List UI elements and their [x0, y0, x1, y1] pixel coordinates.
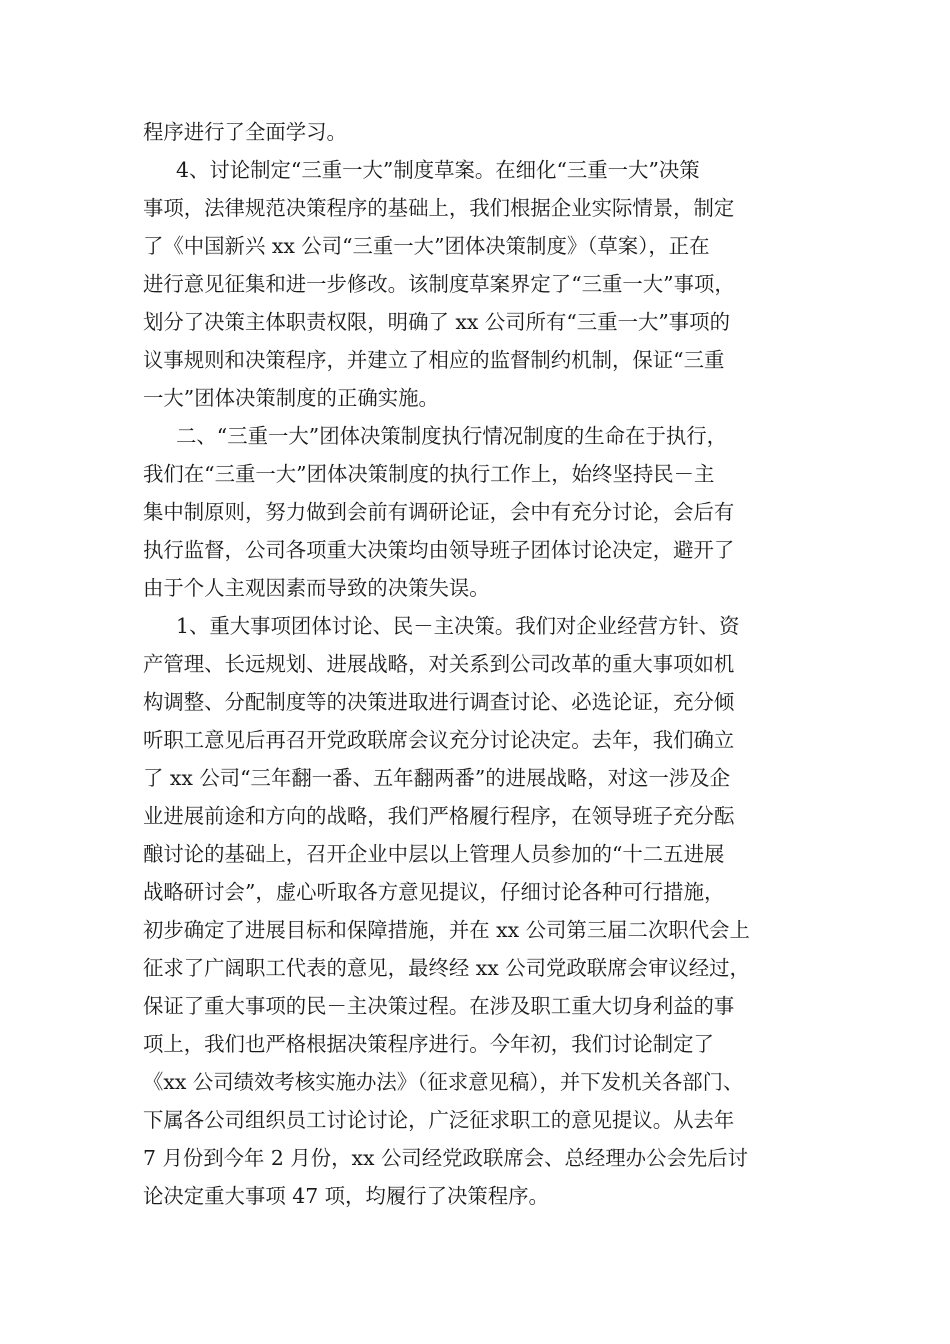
text-line: 由于个人主观因素而导致的决策失误。	[143, 576, 490, 600]
text-line: 7 月份到今年 2 月份，xx 公司经党政联席会、总经理办公会先后讨	[143, 1146, 749, 1170]
text-line: 一大”团体决策制度的正确实施。	[143, 386, 439, 410]
text-line: 酿讨论的基础上，召开企业中层以上管理人员参加的“十二五进展	[143, 842, 725, 866]
text-line: 项上，我们也严格根据决策程序进行。今年初，我们讨论制定了	[143, 1032, 714, 1056]
text-line: 初步确定了进展目标和保障措施，并在 xx 公司第三届二次职代会上	[143, 918, 750, 942]
text-line: 战略研讨会”，虚心听取各方意见提议，仔细讨论各种可行措施，	[143, 880, 725, 904]
text-line: 听职工意见后再召开党政联席会议充分讨论决定。去年，我们确立	[143, 728, 735, 752]
text-line: 论决定重大事项 47 项，均履行了决策程序。	[143, 1184, 549, 1208]
text-line: 4、讨论制定“三重一大”制度草案。在细化“三重一大”决策	[176, 158, 700, 182]
text-line: 征求了广阔职工代表的意见，最终经 xx 公司党政联席会审议经过，	[143, 956, 750, 980]
text-line: 事项，法律规范决策程序的基础上，我们根据企业实际情景，制定	[143, 196, 735, 220]
text-line: 进行意见征集和进一步修改。该制度草案界定了“三重一大”事项，	[143, 272, 735, 296]
text-line: 集中制原则，努力做到会前有调研论证，会中有充分讨论，会后有	[143, 500, 735, 524]
text-line: 二、“三重一大”团体决策制度执行情况制度的生命在于执行，	[176, 424, 728, 448]
text-line: 1、重大事项团体讨论、民－主决策。我们对企业经营方针、资	[176, 614, 740, 638]
text-line: 了 xx 公司“三年翻一番、五年翻两番”的进展战略，对这一涉及企	[143, 766, 730, 790]
text-line: 议事规则和决策程序，并建立了相应的监督制约机制，保证“三重	[143, 348, 725, 372]
text-line: 构调整、分配制度等的决策进取进行调查讨论、必选论证，充分倾	[143, 690, 735, 714]
text-line: 程序进行了全面学习。	[143, 120, 347, 144]
text-line: 产管理、长远规划、进展战略，对关系到公司改革的重大事项如机	[143, 652, 735, 676]
text-line: 了《中国新兴 xx 公司“三重一大”团体决策制度》（草案），正在	[143, 234, 710, 258]
text-line: 我们在“三重一大”团体决策制度的执行工作上，始终坚持民－主	[143, 462, 715, 486]
text-line: 《xx 公司绩效考核实施办法》（征求意见稿），并下发机关各部门、	[143, 1070, 744, 1094]
text-line: 业进展前途和方向的战略，我们严格履行程序，在领导班子充分酝	[143, 804, 735, 828]
text-line: 划分了决策主体职责权限，明确了 xx 公司所有“三重一大”事项的	[143, 310, 730, 334]
text-line: 下属各公司组织员工讨论讨论，广泛征求职工的意见提议。从去年	[143, 1108, 735, 1132]
text-line: 保证了重大事项的民－主决策过程。在涉及职工重大切身利益的事	[143, 994, 735, 1018]
text-line: 执行监督，公司各项重大决策均由领导班子团体讨论决定，避开了	[143, 538, 735, 562]
